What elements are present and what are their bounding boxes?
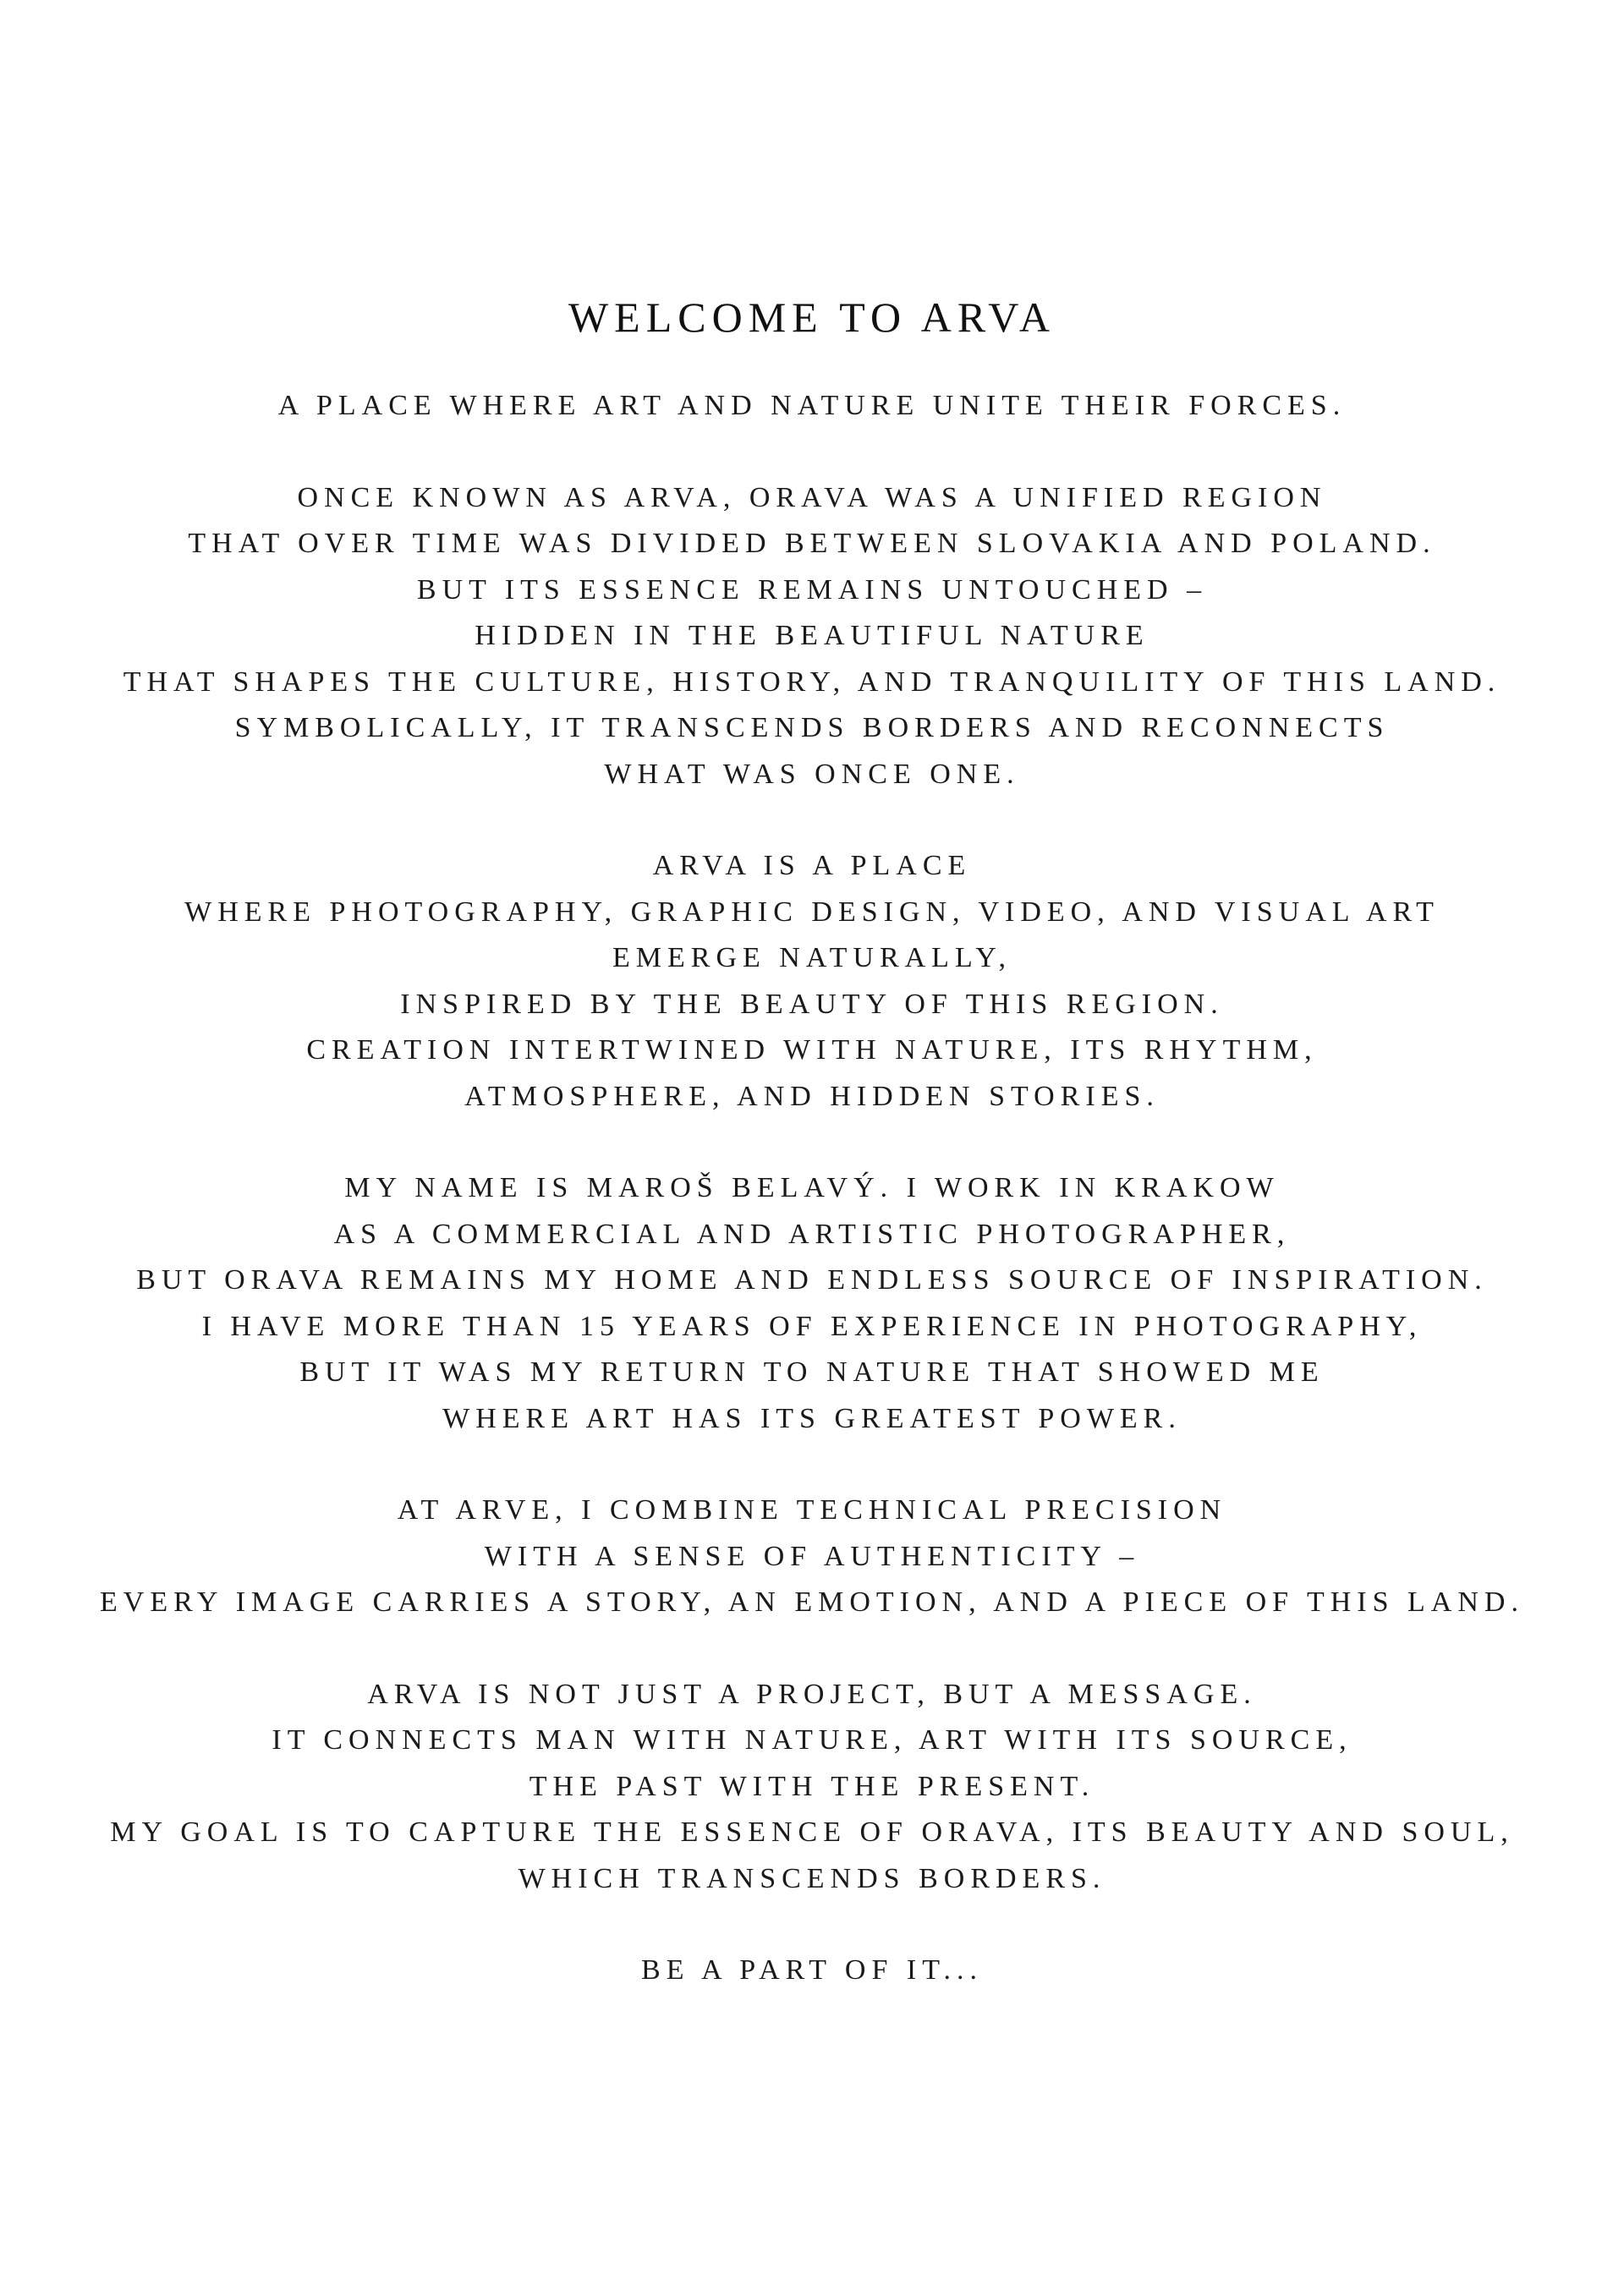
paragraph-line: ATMOSPHERE, AND HIDDEN STORIES.: [464, 1080, 1160, 1112]
paragraph-line: ARVA IS A PLACE: [652, 850, 972, 881]
paragraph-line: MY GOAL IS TO CAPTURE THE ESSENCE OF ORAVA, ITS BEAUTY AND SOUL,: [110, 1817, 1514, 1848]
paragraph-line: BE A PART OF IT...: [641, 1954, 983, 1986]
paragraph-craft: [0, 1488, 1624, 1626]
paragraph-line: I HAVE MORE THAN 15 YEARS OF EXPERIENCE IN PHOTOGRAPHY,: [201, 1310, 1423, 1342]
paragraph-line: THAT OVER TIME WAS DIVIDED BETWEEN SLOVAKIA AND POLAND.: [188, 528, 1436, 559]
paragraph-line: HIDDEN IN THE BEAUTIFUL NATURE: [475, 620, 1149, 651]
paragraph-line: A PLACE WHERE ART AND NATURE UNITE THEIR FORCES.: [277, 390, 1347, 421]
text-block: [0, 292, 1624, 1994]
paragraph-line: WITH A SENSE OF AUTHENTICITY –: [484, 1540, 1140, 1572]
paragraph-message: [0, 1672, 1624, 1903]
paragraph-line: WHERE ART HAS ITS GREATEST POWER.: [442, 1402, 1182, 1434]
paragraph-line: THE PAST WITH THE PRESENT.: [529, 1770, 1095, 1802]
paragraph-line: AS A COMMERCIAL AND ARTISTIC PHOTOGRAPHER,: [333, 1218, 1291, 1250]
paragraph-author: [0, 1165, 1624, 1442]
paragraph-line: BUT ORAVA REMAINS MY HOME AND ENDLESS SOURCE OF INSPIRATION.: [136, 1264, 1488, 1296]
paragraph-line: WHAT WAS ONCE ONE.: [604, 758, 1020, 790]
paragraph-line: ARVA IS NOT JUST A PROJECT, BUT A MESSAGE.: [367, 1678, 1257, 1710]
paragraph-line: CREATION INTERTWINED WITH NATURE, ITS RHYTHM,: [306, 1034, 1318, 1066]
paragraph-history: [0, 475, 1624, 798]
paragraph-line: MY NAME IS MAROŠ BELAVÝ. I WORK IN KRAKOW: [344, 1172, 1280, 1203]
paragraph-line: INSPIRED BY THE BEAUTY OF THIS REGION.: [400, 988, 1224, 1020]
paragraph-intro: [0, 383, 1624, 430]
paragraph-line: IT CONNECTS MAN WITH NATURE, ART WITH ITS SOURCE,: [272, 1724, 1352, 1756]
page-title: WELCOME TO ARVA: [568, 293, 1056, 341]
paragraph-line: BUT IT WAS MY RETURN TO NATURE THAT SHOWED ME: [299, 1356, 1325, 1388]
paragraph-place: [0, 843, 1624, 1120]
paragraph-line: BUT ITS ESSENCE REMAINS UNTOUCHED –: [416, 573, 1208, 606]
paragraph-line: THAT SHAPES THE CULTURE, HISTORY, AND TRANQUILITY OF THIS LAND.: [123, 666, 1501, 698]
paragraph-line: ONCE KNOWN AS ARVA, ORAVA WAS A UNIFIED REGION: [297, 481, 1327, 513]
paragraph-closing: [0, 1948, 1624, 1994]
paragraph-line: AT ARVE, I COMBINE TECHNICAL PRECISION: [397, 1494, 1227, 1526]
paragraph-line: WHICH TRANSCENDS BORDERS.: [518, 1862, 1106, 1894]
paragraph-line: WHERE PHOTOGRAPHY, GRAPHIC DESIGN, VIDEO, AND VISUAL ART: [184, 896, 1440, 928]
paragraph-line: SYMBOLICALLY, IT TRANSCENDS BORDERS AND RECONNECTS: [234, 712, 1390, 743]
paragraph-line: EVERY IMAGE CARRIES A STORY, AN EMOTION, AND A PIECE OF THIS LAND.: [100, 1586, 1524, 1618]
paragraph-line: EMERGE NATURALLY,: [612, 942, 1012, 973]
